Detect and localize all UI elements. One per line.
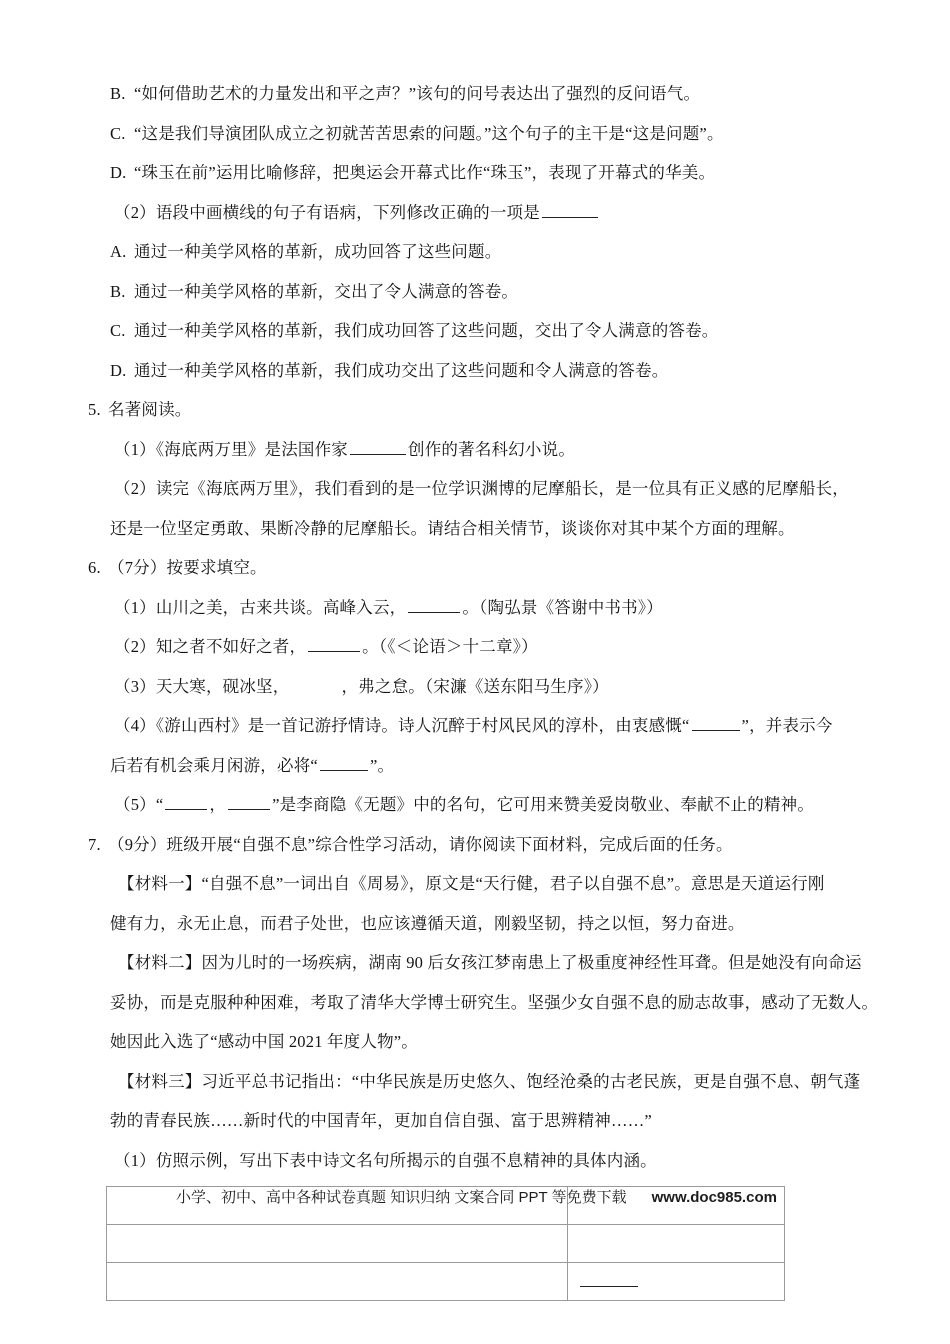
- material-1-line2: [88, 904, 878, 944]
- option-label: B.: [110, 281, 126, 301]
- footer-text: 小学、初中、高中各种试卷真题 知识归纳 文案合同 PPT 等免费下载: [176, 1189, 627, 1206]
- page-footer: [0, 1186, 950, 1207]
- option-row: [88, 311, 878, 351]
- material-label: 【材料二】: [118, 953, 202, 972]
- material-text-cont: 勃的青春民族……新时代的中国青年，更加自信自强、富于思辨精神……”: [110, 1111, 652, 1130]
- material-2-line1: [88, 943, 878, 983]
- item-text-d: ”。: [369, 755, 395, 775]
- answer-blank[interactable]: [165, 793, 207, 810]
- option-text: 通过一种美学风格的革新，我们成功回答了这些问题，交出了令人满意的答卷。: [134, 321, 719, 340]
- option-label: C.: [110, 321, 126, 340]
- item-text-a: 天大寒，砚冰坚，: [155, 676, 290, 696]
- option-row: [88, 153, 878, 193]
- item-text-b: ，弗之怠。（宋濂《送东阳马生序》）: [341, 676, 609, 696]
- task-text: 仿照示例，写出下表中诗文名句所揭示的自强不息精神的具体内涵。: [155, 1150, 657, 1170]
- material-1-line1: [88, 864, 878, 904]
- answer-blank[interactable]: [692, 714, 740, 731]
- question-7-heading: [88, 825, 878, 865]
- material-2-line3: [88, 1022, 878, 1062]
- option-label: C.: [110, 123, 126, 143]
- question-5-heading: [88, 390, 878, 430]
- subquestion-text: 读完《海底两万里》，我们看到的是一位学识渊博的尼摩船长，是一位具有正义感的尼摩船长，: [155, 479, 850, 498]
- material-text: 习近平总书记指出：“中华民族是历史悠久、饱经沧桑的古老民族，更是自强不息、朝气蓬: [201, 1071, 861, 1091]
- option-text: 通过一种美学风格的革新，成功回答了这些问题。: [134, 242, 502, 261]
- table-cell-poem: [107, 1225, 568, 1263]
- answer-blank[interactable]: [408, 596, 460, 613]
- question-7-task-1: [88, 1141, 878, 1181]
- question-6-item-3: [88, 667, 878, 707]
- item-text-a: 知之者不如好之者，: [155, 637, 307, 656]
- item-text-b: ”，并表示今: [741, 716, 833, 735]
- question-title: （7分）按要求填空。: [108, 558, 267, 577]
- item-text-a: 山川之美，古来共谈。高峰入云，: [155, 597, 407, 617]
- option-label: D.: [110, 163, 127, 182]
- subquestion-label: （2）: [114, 479, 156, 498]
- item-text-a: “: [155, 795, 164, 814]
- question-6-item-4-line2: [88, 746, 878, 786]
- question-6-heading: [88, 548, 878, 588]
- question-5-sub1: [88, 430, 878, 470]
- option-text: 通过一种美学风格的革新，交出了令人满意的答卷。: [134, 281, 519, 301]
- material-text: “自强不息”一词出自《周易》，原文是“天行健，君子以自强不息”。意思是天道运行刚: [201, 874, 825, 893]
- material-text: 因为儿时的一场疾病，湖南 90 后女孩江梦南患上了极重度神经性耳聋。但是她没有向命运: [201, 953, 862, 972]
- answer-blank[interactable]: [320, 754, 368, 771]
- table-cell-meaning: [568, 1225, 785, 1263]
- subquestion-4-2: [88, 193, 878, 233]
- item-text-c: 后若有机会乘月闲游，必将“: [110, 755, 318, 775]
- question-number: 5.: [88, 400, 101, 419]
- material-text-cont: 妥协，而是克服种种困难，考取了清华大学博士研究生。坚强少女自强不息的励志故事，感动了无数人。: [110, 992, 879, 1012]
- subquestion-text: 语段中画横线的句子有语病，下列修改正确的一项是: [155, 202, 540, 222]
- option-text: “这是我们导演团队成立之初就苦苦思索的问题。”这个句子的主干是“这是问题”。: [134, 123, 724, 143]
- question-6-item-2: [88, 627, 878, 667]
- answer-blank[interactable]: [542, 201, 598, 218]
- item-text-b: ，: [209, 795, 227, 814]
- subquestion-label: （2）: [114, 202, 156, 222]
- question-5-sub2-line1: [88, 469, 878, 509]
- table-row: [107, 1225, 785, 1263]
- item-label: （3）: [114, 676, 156, 696]
- item-label: （1）: [114, 597, 156, 617]
- task-label: （1）: [114, 1150, 156, 1170]
- option-label: D.: [110, 360, 127, 380]
- question-title: 名著阅读。: [108, 400, 192, 419]
- option-row: [88, 351, 878, 391]
- question-title: （9分）班级开展“自强不息”综合性学习活动，请你阅读下面材料，完成后面的任务。: [108, 834, 733, 854]
- item-text-c: ”是李商隐《无题》中的名句，它可用来赞美爱岗敬业、奉献不止的精神。: [272, 795, 815, 814]
- material-3-line1: [88, 1062, 878, 1102]
- material-text-cont: 健有力，永无止息，而君子处世，也应该遵循天道，刚毅坚韧，持之以恒，努力奋进。: [110, 913, 745, 933]
- footer-website[interactable]: www.doc985.com: [651, 1189, 777, 1206]
- subquestion-text-cont: 还是一位坚定勇敢、果断冷静的尼摩船长。请结合相关情节，谈谈你对其中某个方面的理解。: [110, 518, 795, 538]
- subquestion-text-b: 创作的著名科幻小说。: [408, 439, 576, 459]
- option-row: [88, 232, 878, 272]
- item-text-b: 。（陶弘景《答谢中书书》）: [462, 597, 663, 617]
- question-6-item-1: [88, 588, 878, 628]
- question-6-item-5: [88, 785, 878, 825]
- material-label: 【材料一】: [118, 874, 202, 893]
- question-number: 6.: [88, 558, 101, 577]
- item-label: （5）: [114, 795, 156, 814]
- option-text: “珠玉在前”运用比喻修辞，把奥运会开幕式比作“珠玉”，表现了开幕式的华美。: [134, 163, 716, 182]
- option-row: [88, 272, 878, 312]
- option-label: A.: [110, 242, 127, 261]
- subquestion-label: （1）: [114, 439, 156, 459]
- option-text: 通过一种美学风格的革新，我们成功交出了这些问题和令人满意的答卷。: [134, 360, 669, 380]
- item-label: （4）: [114, 716, 156, 735]
- table-cell-answer[interactable]: [568, 1263, 785, 1301]
- item-text-b: 。（《＜论语＞十二章》）: [362, 637, 538, 656]
- question-6-item-4-line1: [88, 706, 878, 746]
- item-text-a: 《游山西村》是一首记游抒情诗。诗人沉醉于村风民风的淳朴，由衷感慨“: [155, 716, 690, 735]
- option-row: [88, 114, 878, 154]
- material-2-line2: [88, 983, 878, 1023]
- answer-blank[interactable]: [308, 635, 360, 652]
- answer-blank[interactable]: [350, 438, 406, 455]
- option-text: “如何借助艺术的力量发出和平之声？”该句的问号表达出了强烈的反问语气。: [134, 84, 701, 103]
- answer-blank[interactable]: [580, 1270, 638, 1286]
- subquestion-text-a: 《海底两万里》是法国作家: [155, 439, 349, 459]
- question-number: 7.: [88, 834, 101, 854]
- question-5-sub2-line2: [88, 509, 878, 549]
- answer-blank[interactable]: [228, 793, 270, 810]
- answer-blank[interactable]: [291, 676, 339, 692]
- option-row: [88, 74, 878, 114]
- item-label: （2）: [114, 637, 156, 656]
- material-text-cont: 她因此入选了“感动中国 2021 年度人物”。: [110, 1032, 418, 1051]
- table-row: [107, 1263, 785, 1301]
- material-3-line2: [88, 1101, 878, 1141]
- page-content: [88, 74, 878, 1301]
- material-label: 【材料三】: [118, 1071, 202, 1091]
- option-label: B.: [110, 84, 126, 103]
- table-cell-poem: [107, 1263, 568, 1301]
